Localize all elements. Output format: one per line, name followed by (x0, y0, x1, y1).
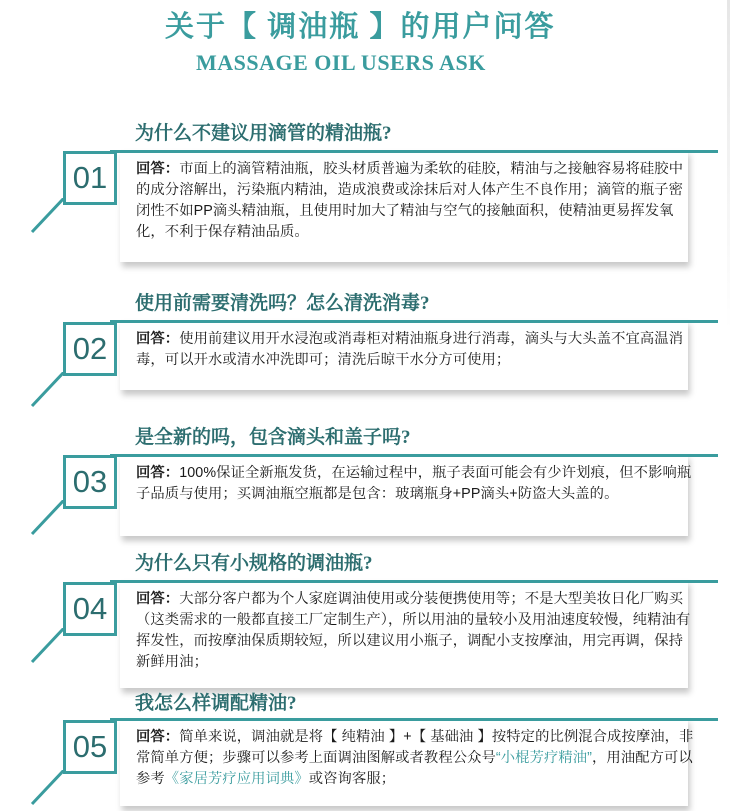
answer-label: 回答： (136, 465, 180, 481)
answer-card-3 (120, 454, 692, 536)
answer-1 (136, 159, 696, 243)
answer-text: 或咨询客服； (308, 771, 396, 787)
answer-text: 使用前建议用开水浸泡或消毒柜对精油瓶身进行消毒，滴头与大头盖不宜高温消毒，可以开水或清水冲洗即可；清洗后晾干水分方可使用； (136, 331, 684, 368)
question-1: 为什么不建议用滴管的精油瓶? (135, 123, 392, 144)
card-top-line (110, 454, 718, 457)
answer-card-2 (120, 320, 688, 390)
official-account-name: “小棍芳疗精油” (495, 750, 593, 766)
answer-label: 回答： (136, 729, 180, 745)
answer-3 (136, 463, 696, 505)
number-badge-1: 01 (63, 151, 117, 205)
answer-text: ，用油配方可以参考 (136, 750, 693, 787)
answer-text: 市面上的滴管精油瓶，胶头材质普遍为柔软的硅胶，精油与之接触容易将硅胶中的成分溶解出，污染瓶内精油，造成浪费或涂抹后对人体产生不良作用；滴管的瓶子密闭性不如PP滴头精油瓶，且使用时加大了精油与空气的接触面积，使精油更易挥发氧化，不利于保存精油品质。 (136, 161, 684, 240)
page-title: 关于【 调油瓶 】的用户问答 (165, 11, 556, 43)
answer-2 (136, 329, 696, 371)
page-subtitle: MASSAGE OIL USERS ASK (196, 50, 486, 75)
question-4: 为什么只有小规格的调油瓶? (135, 553, 373, 574)
card-top-line (110, 718, 718, 721)
answer-4 (136, 589, 696, 673)
number-badge-2: 02 (63, 322, 117, 376)
card-top-line (110, 150, 718, 153)
card-top-line (110, 320, 718, 323)
answer-text: 100%保证全新瓶发货，在运输过程中，瓶子表面可能会有少许划痕，但不影响瓶子品质与使用；买调油瓶空瓶都是包含：玻璃瓶身+PP滴头+防盗大头盖的。 (136, 465, 692, 502)
book-title: 《家居芳疗应用词典》 (164, 771, 309, 787)
corner-line-decoration (30, 628, 64, 664)
answer-card-4 (120, 580, 691, 688)
answer-label: 回答： (136, 591, 180, 607)
answer-text: 简单来说，调油就是将【 纯精油 】+【 基础油 】按特定的比例混合成按摩油，非常简单方便；步骤可以参考上面调油图解或者教程公众号 (136, 729, 694, 766)
question-2: 使用前需要清洗吗？怎么清洗消毒? (135, 293, 430, 314)
answer-5 (136, 727, 696, 790)
answer-card-5 (120, 718, 694, 806)
answer-label: 回答： (136, 161, 180, 177)
number-badge-5: 05 (63, 720, 117, 774)
question-3: 是全新的吗，包含滴头和盖子吗? (135, 427, 411, 448)
answer-card-1 (120, 150, 688, 262)
corner-line-decoration (30, 372, 64, 408)
question-5: 我怎么样调配精油? (135, 693, 297, 714)
number-badge-3: 03 (63, 455, 117, 509)
answer-text: 大部分客户都为个人家庭调油使用或分装便携使用等；不是大型美妆日化厂购买（这类需求的一般都直接工厂定制生产），所以用油的量较小及用油速度较慢，纯精油有挥发性，而按摩油保质期较短，所以建议用小瓶子，调配小支按摩油，用完再调，保持新鲜用油； (136, 591, 691, 670)
number-badge-4: 04 (63, 582, 117, 636)
corner-line-decoration (30, 770, 64, 806)
corner-line-decoration (30, 500, 64, 536)
answer-label: 回答： (136, 331, 180, 347)
corner-line-decoration (30, 198, 64, 234)
card-top-line (110, 580, 718, 583)
